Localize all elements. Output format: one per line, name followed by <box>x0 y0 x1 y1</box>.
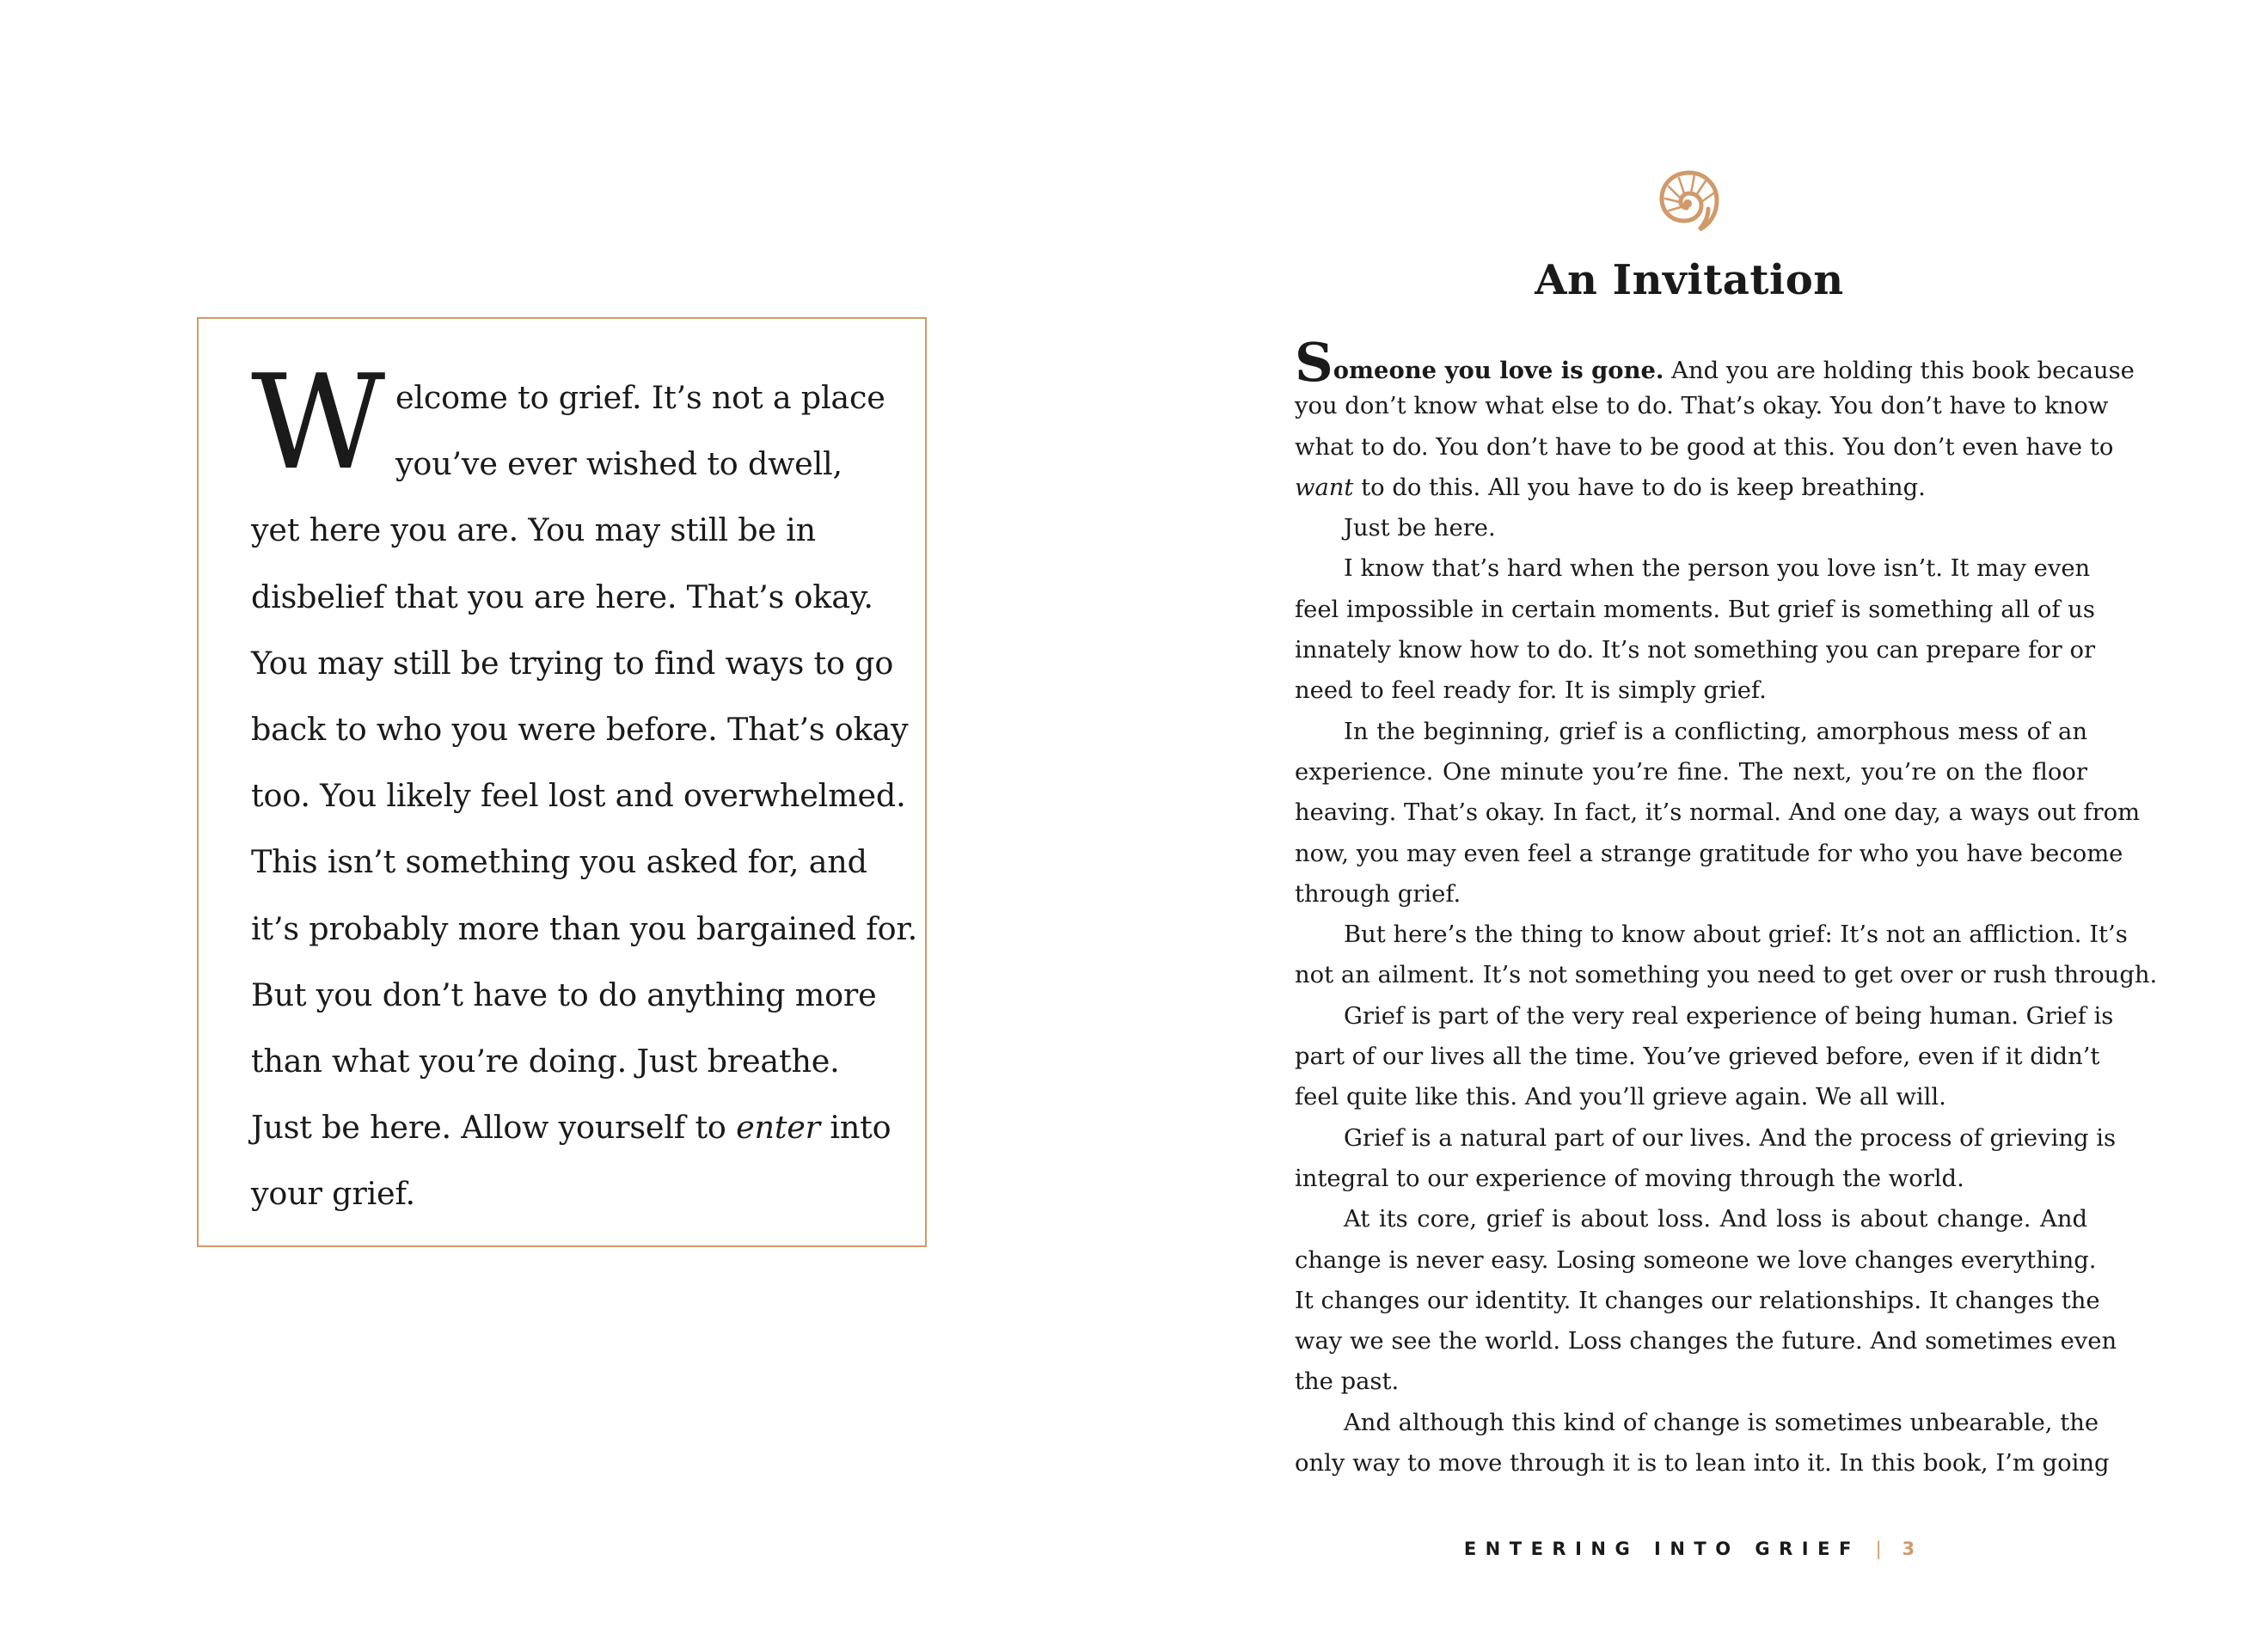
welcome-line: your grief. <box>251 1175 415 1213</box>
welcome-line: you’ve ever wished to dwell, <box>395 445 843 483</box>
body-line: feel impossible in certain moments. But grief is something all of us <box>1295 596 2095 623</box>
body-line: way we see the world. Loss changes the future. And sometimes even <box>1295 1328 2117 1355</box>
body-line-text: And you are holding this book because <box>1664 358 2135 384</box>
body-line: need to feel ready for. It is simply grief. <box>1295 677 1767 705</box>
body-line: Grief is part of the very real experience of being human. Grief is <box>1344 1002 2114 1030</box>
chapter-body <box>1295 331 2158 1484</box>
body-line <box>1295 468 2087 508</box>
welcome-line: yet here you are. You may still be in <box>251 511 816 549</box>
welcome-line-text: into <box>819 1109 892 1147</box>
right-page <box>1118 0 2235 1652</box>
body-line: experience. One minute you’re fine. The next, you’re on the floor <box>1295 758 2087 786</box>
welcome-line <box>251 1094 892 1160</box>
emphasis-enter: enter <box>736 1109 820 1147</box>
body-line: you don’t know what else to do. That’s okay. You don’t have to know <box>1295 393 2109 420</box>
footer-separator: | <box>1875 1539 1887 1559</box>
welcome-line: You may still be trying to find ways to go <box>251 644 894 682</box>
drop-cap-w: W <box>251 346 386 499</box>
body-line: feel quite like this. And you’ll grieve again. We all will. <box>1295 1084 1946 1111</box>
body-line: In the beginning, grief is a conflicting, amorphous mess of an <box>1344 718 2087 745</box>
drop-cap-s: S <box>1295 331 1333 394</box>
body-line-text: to do this. All you have to do is keep breathing. <box>1353 474 1926 501</box>
body-line: not an ailment. It’s not something you need to get over or rush through. <box>1295 962 2158 989</box>
body-line: only way to move through it is to lean into it. In this book, I’m going <box>1295 1450 2110 1478</box>
welcome-line: it’s probably more than you bargained for. <box>251 909 918 947</box>
welcome-line: back to who you were before. That’s okay <box>251 710 909 748</box>
body-line: At its core, grief is about loss. And loss is about change. And <box>1344 1206 2087 1233</box>
running-footer <box>1118 1539 2261 1559</box>
welcome-box <box>197 317 927 1247</box>
body-line: through grief. <box>1295 880 1461 908</box>
welcome-line: elcome to grief. It’s not a place <box>395 379 885 416</box>
body-line: But here’s the thing to know about grief: It’s not an affliction. It’s <box>1344 921 2128 949</box>
welcome-line: too. You likely feel lost and overwhelmed. <box>251 777 906 815</box>
body-line: innately know how to do. It’s not something you can prepare for or <box>1295 637 2096 664</box>
left-page <box>0 0 1118 1652</box>
body-line: It changes our identity. It changes our relationships. It changes the <box>1295 1287 2100 1314</box>
body-line: what to do. You don’t have to be good at this. You don’t even have to <box>1295 433 2114 461</box>
body-line: change is never easy. Losing someone we love changes everything. <box>1295 1246 2097 1274</box>
welcome-line: But you don’t have to do anything more <box>251 976 877 1013</box>
body-line <box>1295 331 2135 394</box>
body-line: Just be here. <box>1344 515 1496 542</box>
chapter-title: An Invitation <box>1535 256 1844 304</box>
body-line: I know that’s hard when the person you love isn’t. It may even <box>1344 555 2091 583</box>
body-line: the past. <box>1295 1368 1400 1396</box>
welcome-line: disbelief that you are here. That’s okay. <box>251 578 873 615</box>
body-line: heaving. That’s okay. In fact, it’s normal. And one day, a ways out from <box>1295 799 2141 827</box>
welcome-line: than what you’re doing. Just breathe. <box>251 1042 840 1080</box>
lead-in-bold: omeone you love is gone. <box>1333 357 1664 384</box>
body-line: part of our lives all the time. You’ve grieved before, even if it didn’t <box>1295 1043 2100 1071</box>
running-title: ENTERING INTO GRIEF <box>1463 1539 1860 1559</box>
welcome-line-text: Just be here. Allow yourself to <box>251 1109 737 1147</box>
nautilus-shell-icon <box>1657 168 1722 233</box>
body-line: now, you may even feel a strange gratitude for who you have become <box>1295 840 2123 867</box>
page-number: 3 <box>1902 1539 1915 1559</box>
body-line: integral to our experience of moving through the world. <box>1295 1165 1964 1192</box>
body-line: Grief is a natural part of our lives. And the process of grieving is <box>1344 1124 2117 1152</box>
body-line: And although this kind of change is sometimes unbearable, the <box>1344 1409 2099 1436</box>
welcome-line: This isn’t something you asked for, and <box>251 843 867 881</box>
emphasis-want: want <box>1295 474 1354 501</box>
